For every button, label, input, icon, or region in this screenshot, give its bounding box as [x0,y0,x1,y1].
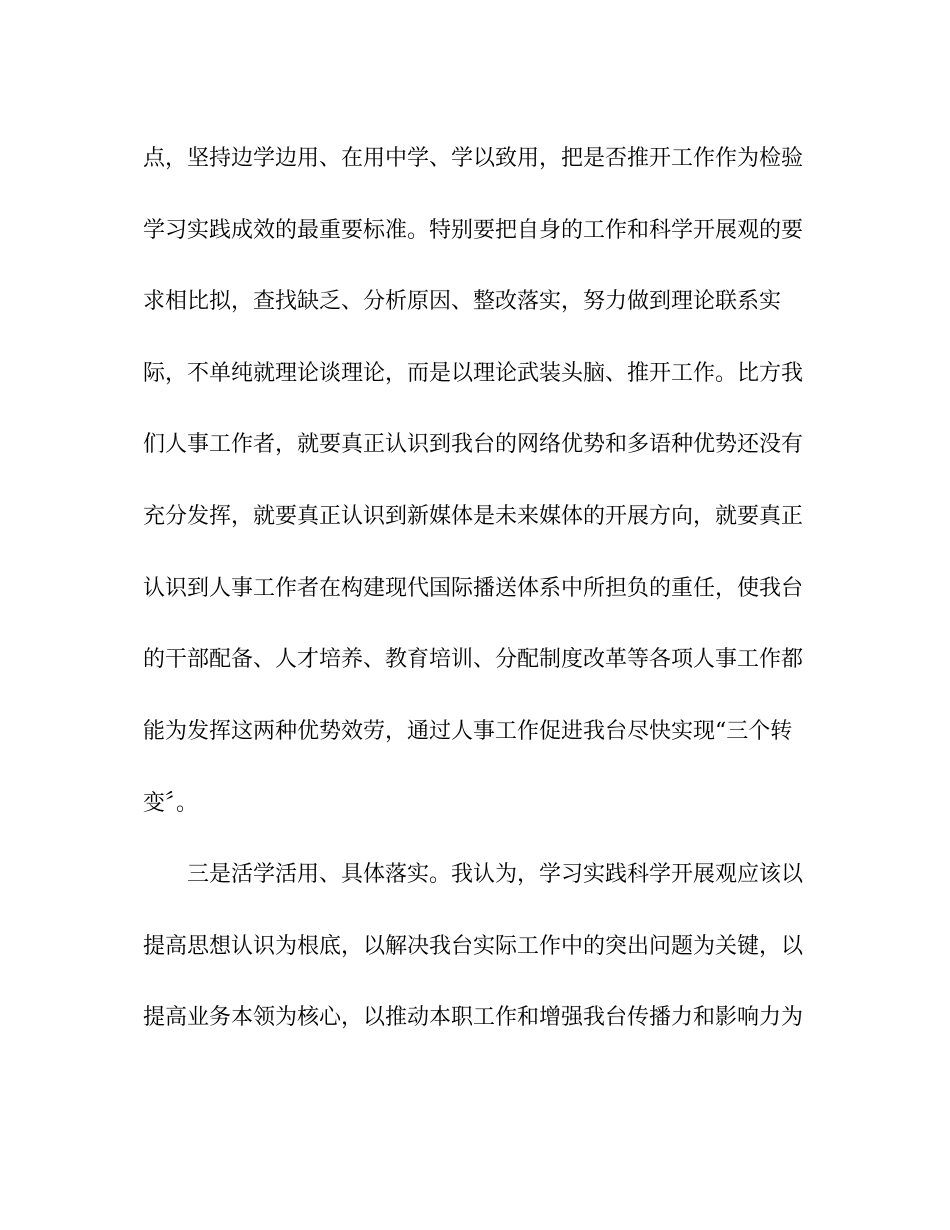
text-line-7: 认识到人事工作者在构建现代国际播送体系中所担负的重任，使我台 [143,576,804,601]
text-line-3: 求相比拟，查找缺乏、分析原因、整改落实，努力做到理论联系实 [143,289,782,314]
text-line-12: 提高思想认识为根底，以解决我台实际工作中的突出问题为关键，以 [143,934,804,959]
text-line-5: 们人事工作者，就要真正认识到我台的网络优势和多语种优势还没有 [143,432,804,457]
text-line-10: 变〞。 [143,791,199,816]
text-line-8: 的干部配备、人才培养、教育培训、分配制度改革等各项人事工作都 [143,647,804,672]
text-line-11: 三是活学活用、具体落实。我认为，学习实践科学开展观应该以 [187,862,804,887]
text-line-2: 学习实践成效的最重要标准。特别要把自身的工作和科学开展观的要 [143,218,804,243]
text-line-4: 际，不单纯就理论谈理论，而是以理论武装头脑、推开工作。比方我 [143,361,804,386]
text-line-1: 点，坚持边学边用、在用中学、学以致用，把是否推开工作作为检验 [143,146,804,171]
text-line-13: 提高业务本领为核心，以推动本职工作和增强我台传播力和影响力为 [143,1005,804,1030]
text-line-9: 能为发挥这两种优势效劳，通过人事工作促进我台尽快实现“三个转 [143,719,793,744]
text-line-6: 充分发挥，就要真正认识到新媒体是未来媒体的开展方向，就要真正 [143,504,804,529]
